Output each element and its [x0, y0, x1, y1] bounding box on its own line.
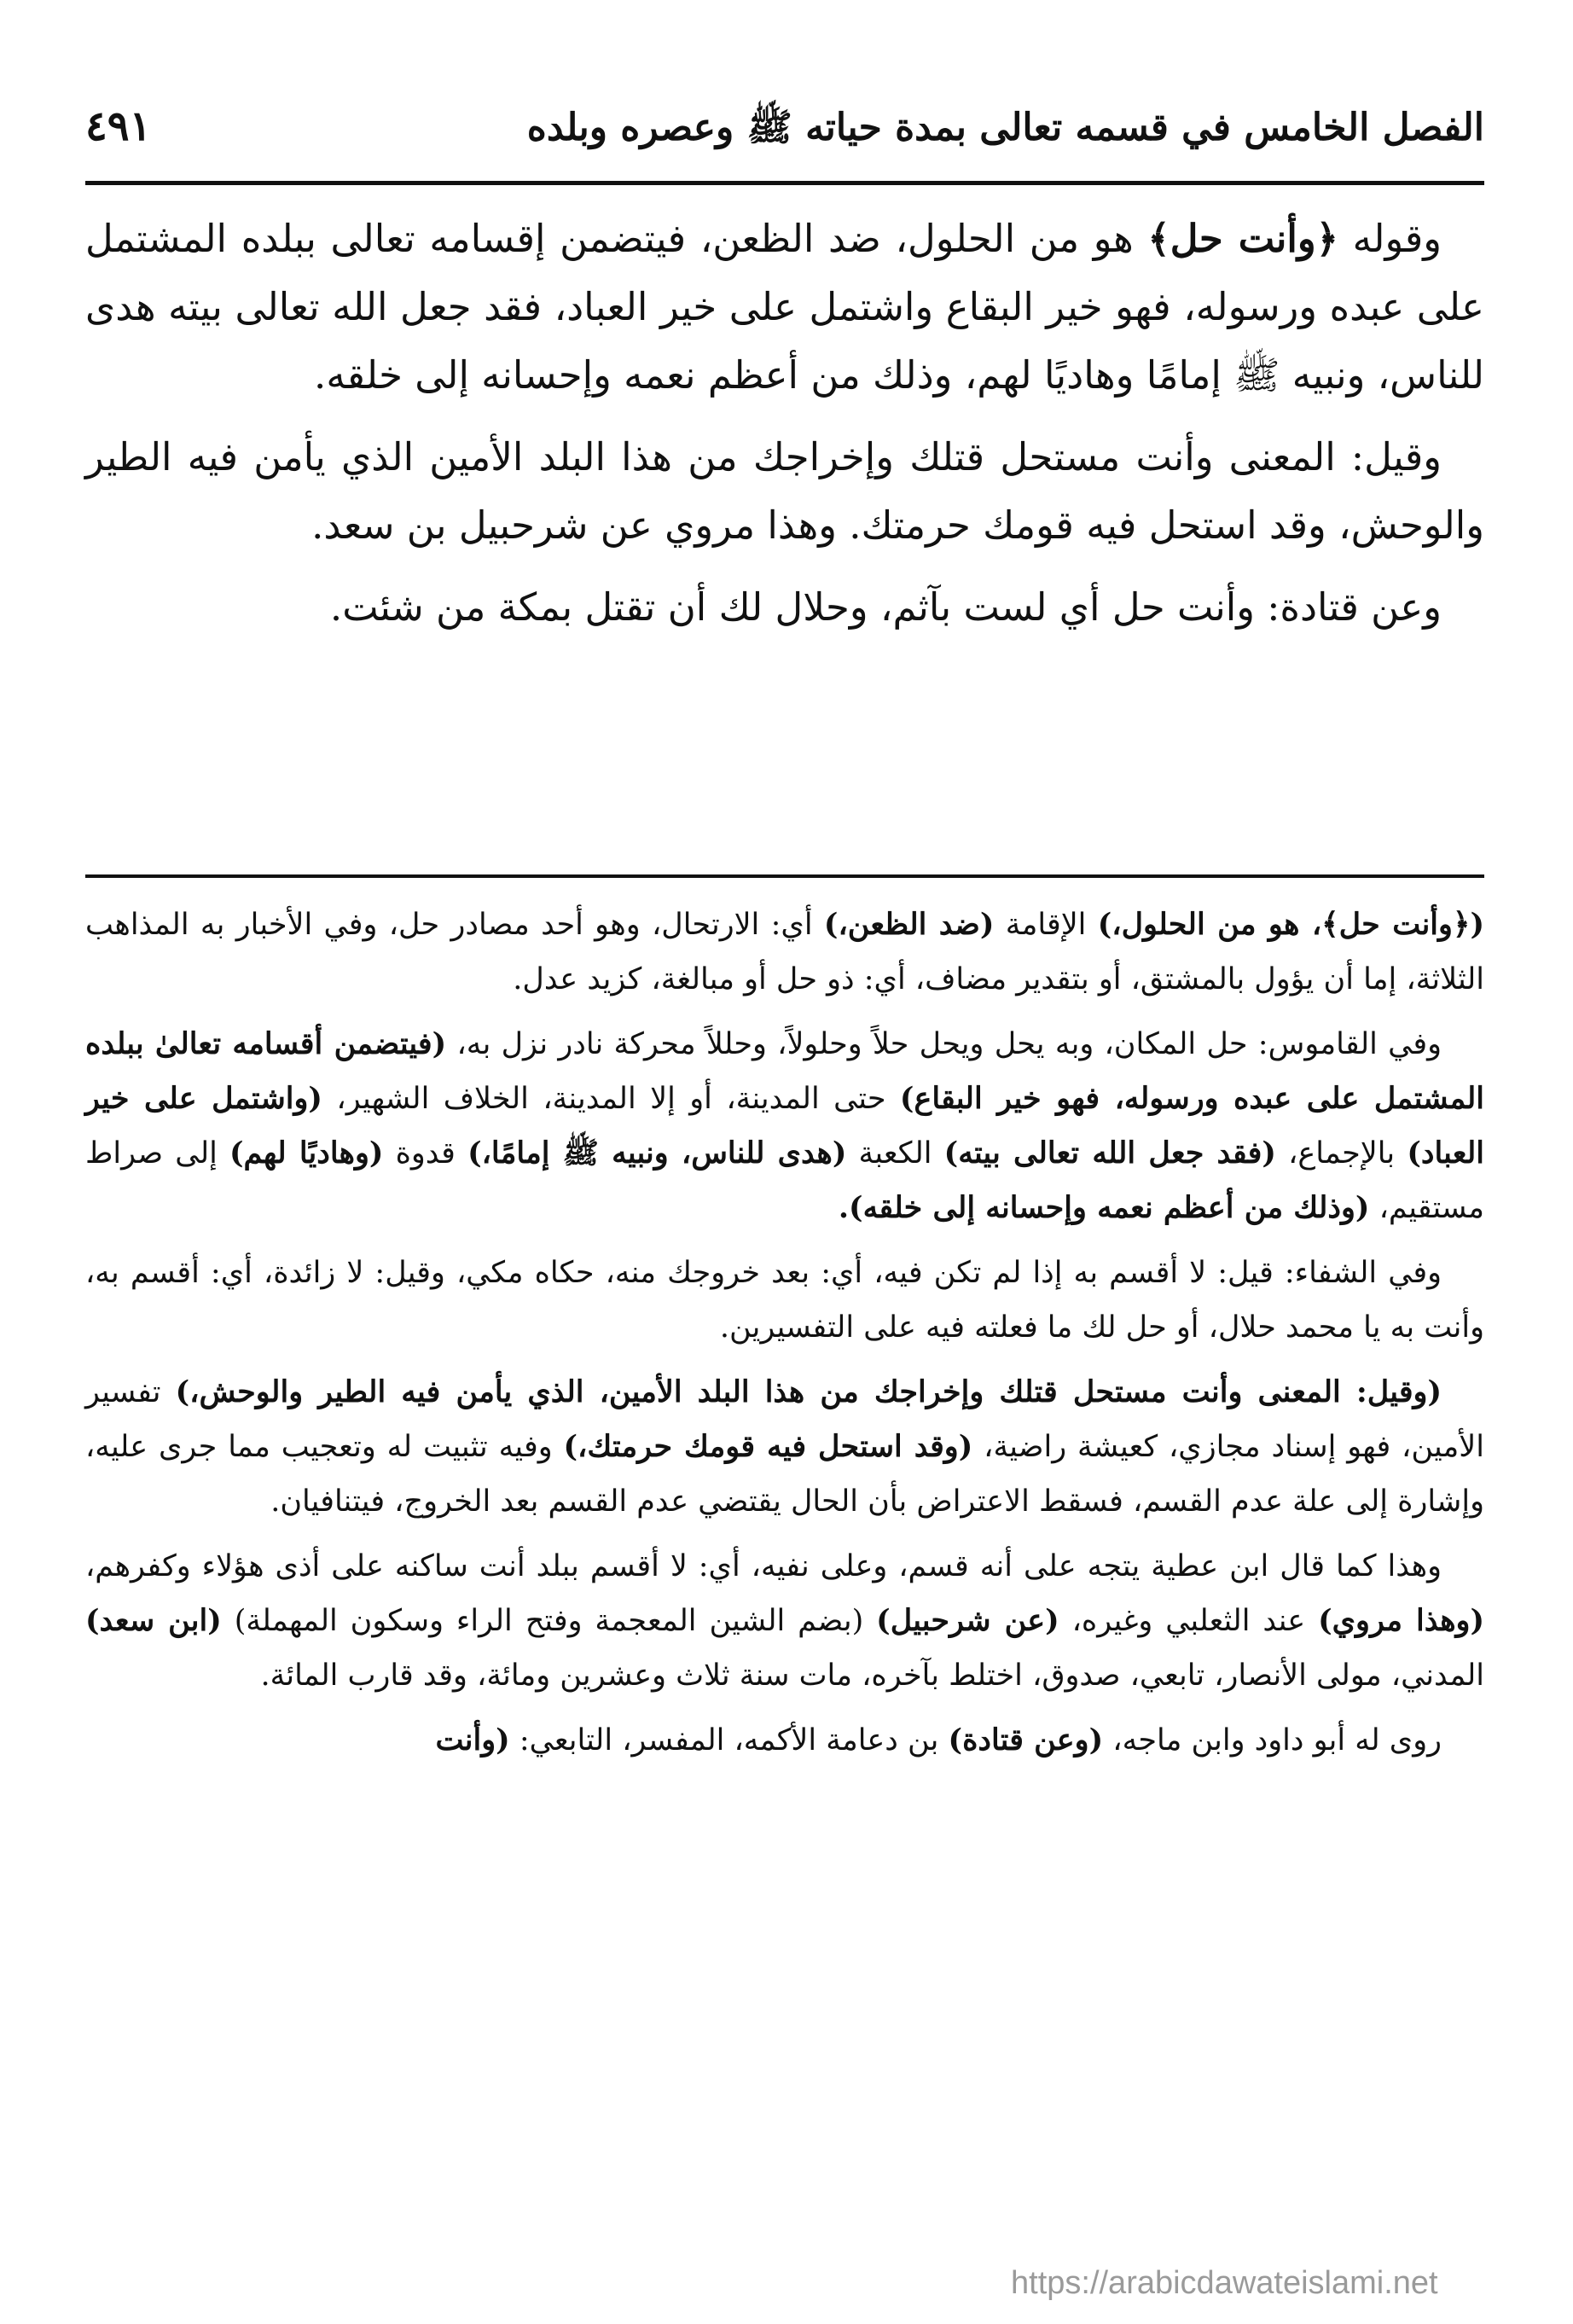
main-text	[85, 205, 1484, 655]
main-paragraph: وعن قتادة: وأنت حل أي لست بآثم، وحلال لك أن تقتل بمكة من شئت.	[329, 584, 1442, 630]
quoted-text: (فقد جعل الله تعالى بيته)	[943, 1136, 1276, 1171]
quoted-text: (وقيل: المعنى وأنت مستحل قتلك وإخراجك من هذا البلد الأمين، الذي يأمن فيه الطير والوحش،)	[175, 1374, 1442, 1409]
quoted-text: (واشتمل على خير العباد)	[85, 1081, 1484, 1171]
commentary-paragraph	[85, 898, 1484, 1007]
quran-quote: ﴿وأنت حل﴾	[1147, 216, 1339, 261]
text-run: الكعبة	[846, 1136, 944, 1171]
quoted-text: (وأنت	[435, 1723, 510, 1758]
text-run: بن دعامة الأكمه، المفسر، التابعي:	[509, 1723, 949, 1758]
quoted-text: (فيتضمن أقسامه تعالىٰ ببلده المشتمل على عبده ورسوله، فهو خير البقاع)	[85, 1026, 1484, 1116]
text-run: هو من الحلول، ضد الظعن، فيتضمن إقسامه تعالى ببلده المشتمل على عبده ورسوله، فهو خير البقاع واشتمل على خير العباد، فقد جعل الله تعالى بيته هدى للناس، ونبيه ﷺ إمامًا وهاديًا لهم، وذلك من أعظم نعمه وإحسانه إلى خلقه.	[85, 216, 1484, 398]
commentary	[85, 898, 1484, 1778]
quoted-text: (ابن سعد)	[85, 1603, 222, 1638]
text-run: وفيه تثبيت له وتعجيب مما جرى عليه، وإشارة إلى علة عدم القسم، فسقط الاعتراض بأن الحال يقتضي عدم القسم بعد الخروج، فيتنافيان.	[85, 1430, 1484, 1519]
quoted-text: (وذلك من أعظم نعمه وإحسانه إلى خلقه).	[838, 1190, 1370, 1225]
quoted-text: (﴿وأنت حل﴾، هو من الحلول،)	[1097, 907, 1485, 942]
page-number: ٤٩١	[85, 102, 152, 150]
chapter-title: الفصل الخامس في قسمه تعالى بمدة حياته ﷺ وعصره وبلده	[526, 106, 1484, 149]
text-run: عند الثعلبي وغيره،	[1059, 1604, 1319, 1638]
main-paragraph	[85, 205, 1484, 410]
text-run: إلى صراط مستقيم،	[85, 1136, 1484, 1225]
text-run: وفي القاموس: حل المكان، وبه يحل ويحل حلاً وحلولاً، وحللاً محركة نادر نزل به،	[446, 1027, 1442, 1061]
quoted-text: (عن شرحبيل)	[876, 1603, 1059, 1638]
commentary-divider	[85, 874, 1484, 878]
commentary-paragraph	[85, 1713, 1484, 1768]
commentary-paragraph	[85, 1017, 1484, 1235]
watermark-url: https://arabicdawateislami.net	[1011, 2265, 1438, 2301]
quoted-text: (ضد الظعن،)	[823, 907, 995, 942]
text-run: وقوله	[1338, 216, 1442, 261]
quoted-text: (وقد استحل فيه قومك حرمتك،)	[563, 1429, 973, 1464]
commentary-paragraph: وفي الشفاء: قيل: لا أقسم به إذا لم تكن فيه، أي: بعد خروجك منه، حكاه مكي، وقيل: لا زائدة، أي: أقسم به، وأنت به يا محمد حلال، أو حل لك ما فعلته فيه على التفسيرين.	[85, 1256, 1484, 1345]
text-run: الإقامة	[994, 908, 1098, 942]
text-run: وهذا كما قال ابن عطية يتجه على أنه قسم، وعلى نفيه، أي: لا أقسم ببلد أنت ساكنه على أذى هؤلاء وكفرهم،	[85, 1549, 1442, 1583]
text-run: بالإجماع،	[1275, 1136, 1408, 1171]
text-run: تفسير الأمين، فهو إسناد مجازي، كعيشة راضية،	[85, 1375, 1484, 1464]
page-header	[85, 96, 1484, 172]
text-run: حتى المدينة، أو إلا المدينة، الخلاف الشهير،	[322, 1082, 900, 1116]
quoted-text: (وعن قتادة)	[948, 1723, 1104, 1758]
quoted-text: (وهاديًا لهم)	[229, 1136, 384, 1171]
text-run: روى له أبو داود وابن ماجه،	[1103, 1723, 1442, 1758]
header-divider	[85, 181, 1484, 185]
quoted-text: (هدى للناس، ونبيه ﷺ إمامًا،)	[467, 1136, 847, 1171]
text-run: (بضم الشين المعجمة وفتح الراء وسكون المهملة)	[221, 1604, 877, 1638]
commentary-paragraph	[85, 1365, 1484, 1529]
text-run: قدوة	[383, 1136, 468, 1171]
main-paragraph: وقيل: المعنى وأنت مستحل قتلك وإخراجك من هذا البلد الأمين الذي يأمن فيه الطير والوحش، وقد استحل فيه قومك حرمتك. وهذا مروي عن شرحبيل بن سعد.	[85, 434, 1484, 548]
text-run: أي: الارتحال، وهو أحد مصادر حل، وفي الأخبار به المذاهب الثلاثة، إما أن يؤول بالمشتق، أو بتقدير مضاف، أي: ذو حل أو مبالغة، كزيد عدل.	[85, 908, 1484, 996]
commentary-paragraph	[85, 1539, 1484, 1703]
text-run: المدني، مولى الأنصار، تابعي، صدوق، اختلط بآخره، مات سنة ثلاث وعشرين ومائة، وقد قارب المائة.	[260, 1659, 1484, 1693]
quoted-text: (وهذا مروي)	[1318, 1603, 1485, 1638]
